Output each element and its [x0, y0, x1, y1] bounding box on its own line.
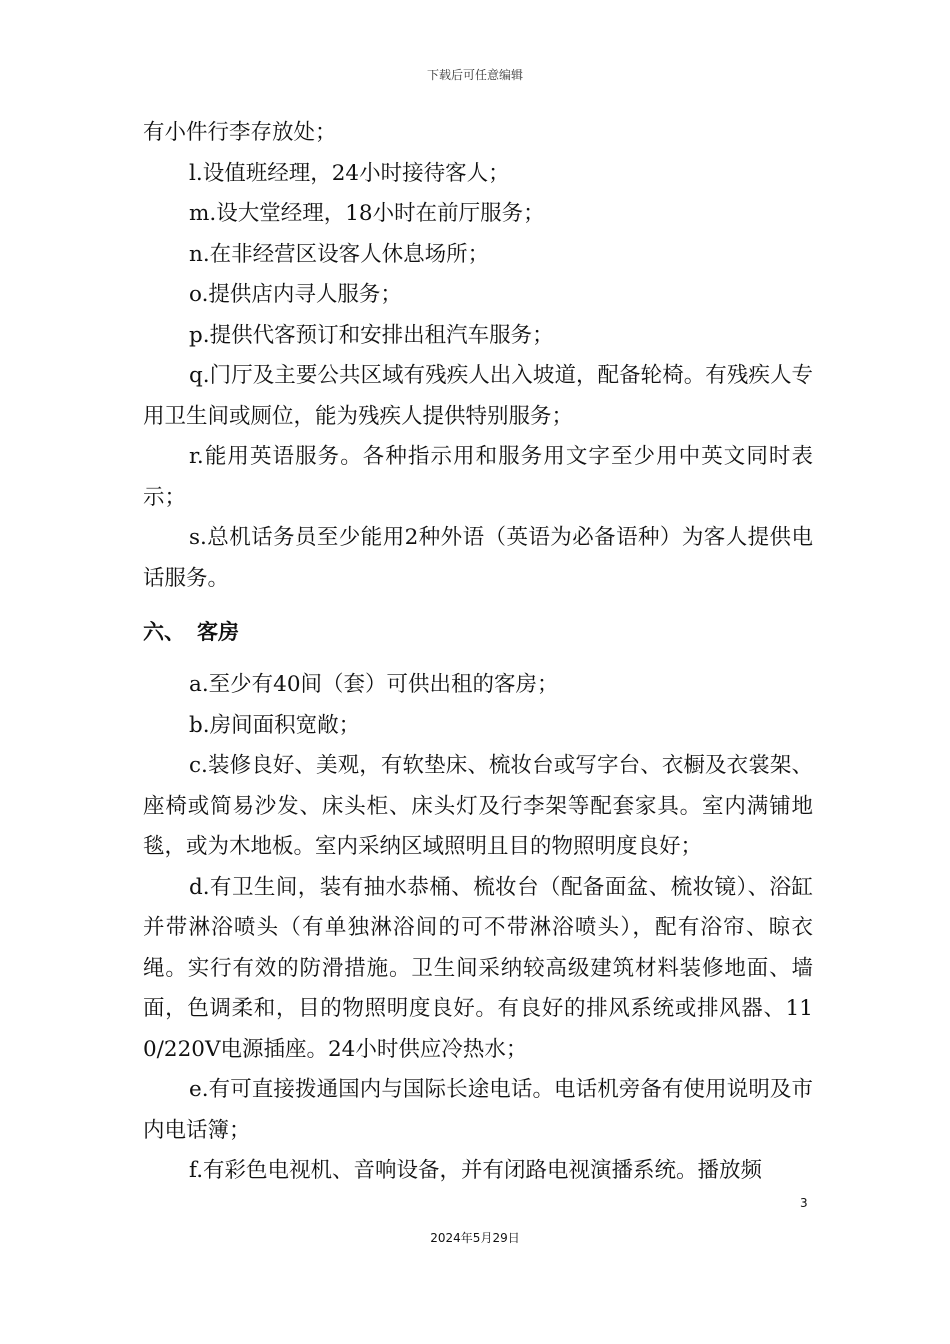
paragraph: e.有可直接拨通国内与国际长途电话。电话机旁备有使用说明及市内电话簿； [143, 1077, 813, 1143]
paragraph: m.设大堂经理，18小时在前厅服务； [189, 201, 545, 226]
document-body [143, 113, 813, 1192]
paragraph: b.房间面积宽敞； [189, 712, 361, 738]
page-number: 3 [800, 1196, 808, 1210]
paragraph: a.至少有40间（套）可供出租的客房； [189, 672, 559, 697]
section-number: 六、 [143, 620, 185, 644]
paragraph-list-bottom [143, 665, 813, 1192]
paragraph: d.有卫生间，装有抽水恭桶、梳妆台（配备面盆、梳妆镜）、浴缸并带淋浴喷头（有单独淋浴间的可不带淋浴喷头），配有浴帘、晾衣绳。实行有效的防滑措施。卫生间采纳较高级建筑材料装修地面、墙面，色调柔和，目的物照明度良好。有良好的排风系统或排风器、110/220V电源插座。24小时供应冷热水； [143, 874, 813, 1062]
page-header: 下载后可任意编辑 [426, 68, 523, 82]
paragraph-list-top [143, 113, 813, 599]
paragraph: l.设值班经理，24小时接待客人； [189, 160, 510, 186]
paragraph: r.能用英语服务。各种指示用和服务用文字至少用中英文同时表示； [143, 444, 813, 510]
section-title: 客房 [197, 620, 239, 644]
section-heading [143, 612, 813, 652]
paragraph: s.总机话务员至少能用2种外语（英语为必备语种）为客人提供电话服务。 [143, 525, 813, 591]
paragraph: f.有彩色电视机、音响设备，并有闭路电视演播系统。播放频 [189, 1158, 763, 1183]
paragraph: 有小件行李存放处； [143, 120, 337, 145]
paragraph: c.装修良好、美观，有软垫床、梳妆台或写字台、衣橱及衣裳架、座椅或简易沙发、床头柜、床头灯及行李架等配套家具。室内满铺地毯，或为木地板。室内采纳区域照明且目的物照明度良好； [143, 753, 813, 859]
paragraph: p.提供代客预订和安排出租汽车服务； [189, 322, 554, 348]
paragraph: o.提供店内寻人服务； [189, 282, 402, 307]
paragraph: n.在非经营区设客人休息场所； [189, 241, 490, 267]
page-footer-date: 2024年5月29日 [430, 1231, 520, 1245]
paragraph: q.门厅及主要公共区域有残疾人出入坡道，配备轮椅。有残疾人专用卫生间或厕位，能为残疾人提供特别服务； [143, 363, 813, 429]
